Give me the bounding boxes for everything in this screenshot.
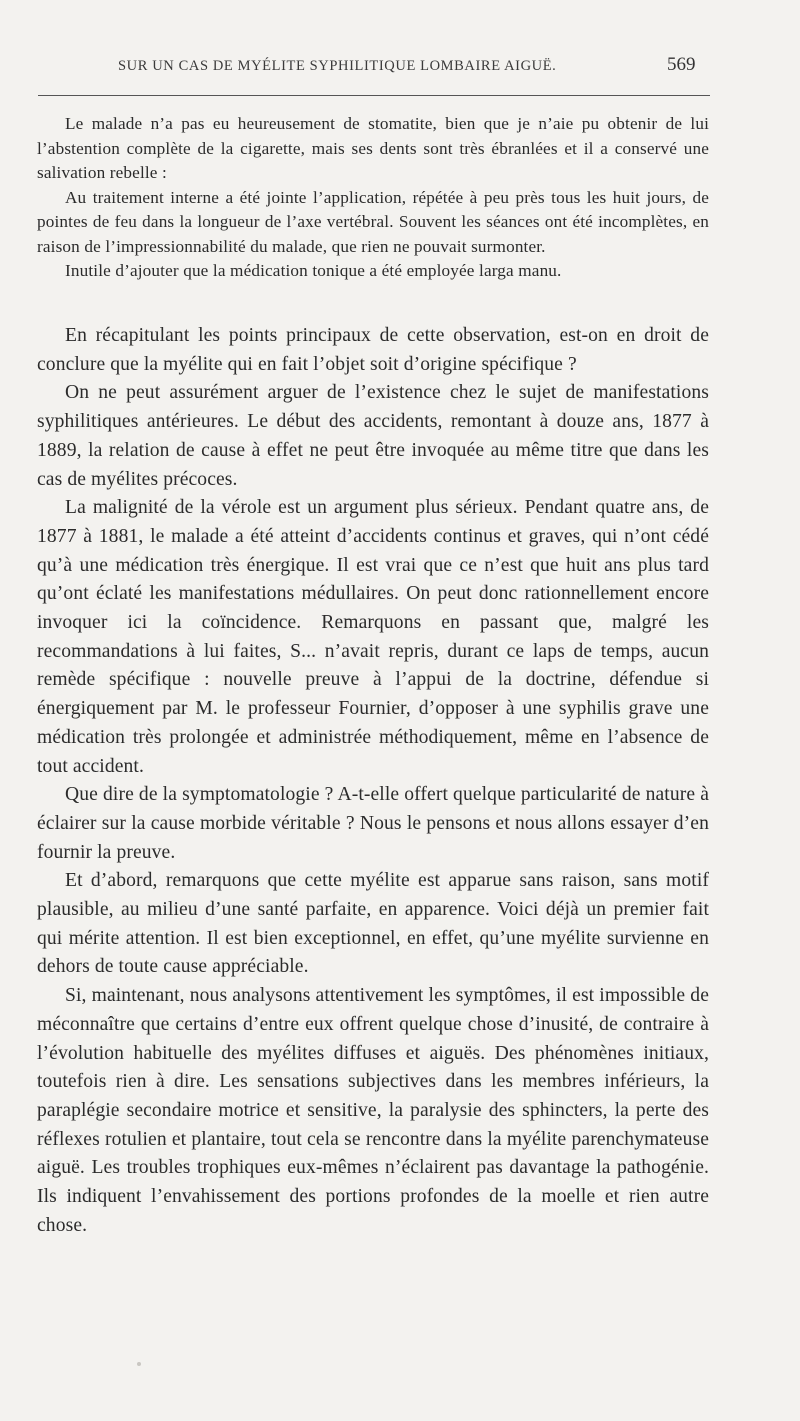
main-text-section [37,322,709,1241]
paragraph: Le malade n’a pas eu heureusement de stomatite, bien que je n’aie pu obtenir de lui l’abstention complète de la cigarette, mais ses dents sont très ébranlées et il a conservé une salivation rebelle : [37,114,709,182]
paragraph: En récapitulant les points principaux de cette observation, est-on en droit de conclure que la myélite qui en fait l’objet soit d’origine spécifique ? [37,325,709,375]
paragraph: La malignité de la vérole est un argument plus sérieux. Pendant quatre ans, de 1877 à 1881, le malade a été atteint d’accidents continus et graves, qui n’ont cédé qu’à une médication très énergique. Il est vrai que ce n’est que huit ans plus tard qu’ont éclaté les manifestations médullaires. On peut donc rationnellement encore invoquer ici la coïncidence. Remarquons en passant que, malgré les recommandations à lui faites, S... n’avait repris, durant ce laps de temps, aucun remède spécifique : nouvelle preuve à l’appui de la doctrine, défendue si énergiquement par M. le professeur Fournier, d’opposer à une syphilis grave une médication très prolongée et administrée méthodiquement, même en l’absence de tout accident. [37,497,709,777]
paragraph: Au traitement interne a été jointe l’application, répétée à peu près tous les huit jours, de pointes de feu dans la longueur de l’axe vertébral. Souvent les séances ont été incomplètes, en raison de l’impressionnabilité du malade, que rien ne pouvait surmonter. [37,187,709,256]
paragraph: Et d’abord, remarquons que cette myélite est apparue sans raison, sans motif plausible, au milieu d’une santé parfaite, en apparence. Voici déjà un premier fait qui mérite attention. Il est bien exceptionnel, en effet, qu’une myélite survienne en dehors de toute cause appréciable. [37,870,709,978]
running-head: SUR UN CAS DE MYÉLITE SYPHILITIQUE LOMBAIRE AIGUË. [118,58,557,74]
paragraph: Que dire de la symptomatologie ? A-t-elle offert quelque particularité de nature à éclairer sur la cause morbide véritable ? Nous le pensons et nous allons essayer d’en fournir la preuve. [37,784,709,863]
small-print-section [37,112,709,284]
paragraph: On ne peut assurément arguer de l’existence chez le sujet de manifestations syphilitiques antérieures. Le début des accidents, remontant à douze ans, 1877 à 1889, la relation de cause à effet ne peut être invoquée au même titre que dans les cas de myélites précoces. [37,382,709,490]
paper-speck [137,1362,141,1366]
header-rule [38,95,710,96]
page-number: 569 [667,54,696,75]
paragraph: Si, maintenant, nous analysons attentivement les symptômes, il est impossible de méconnaître que certains d’entre eux offrent quelque chose d’inusité, de contraire à l’évolution habituelle des myélites diffuses et aiguës. Des phénomènes initiaux, toutefois rien à dire. Les sensations subjectives dans les membres inférieurs, la paraplégie secondaire motrice et sensitive, la paralysie des sphincters, la perte des réflexes rotulien et plantaire, tout cela se rencontre dans la myélite parenchymateuse aiguë. Les troubles trophiques eux-mêmes n’éclairent pas davantage la pathogénie. Ils indiquent l’envahissement des portions profondes de la moelle et rien autre chose. [37,985,709,1236]
paragraph: Inutile d’ajouter que la médication tonique a été employée larga manu. [65,261,562,280]
